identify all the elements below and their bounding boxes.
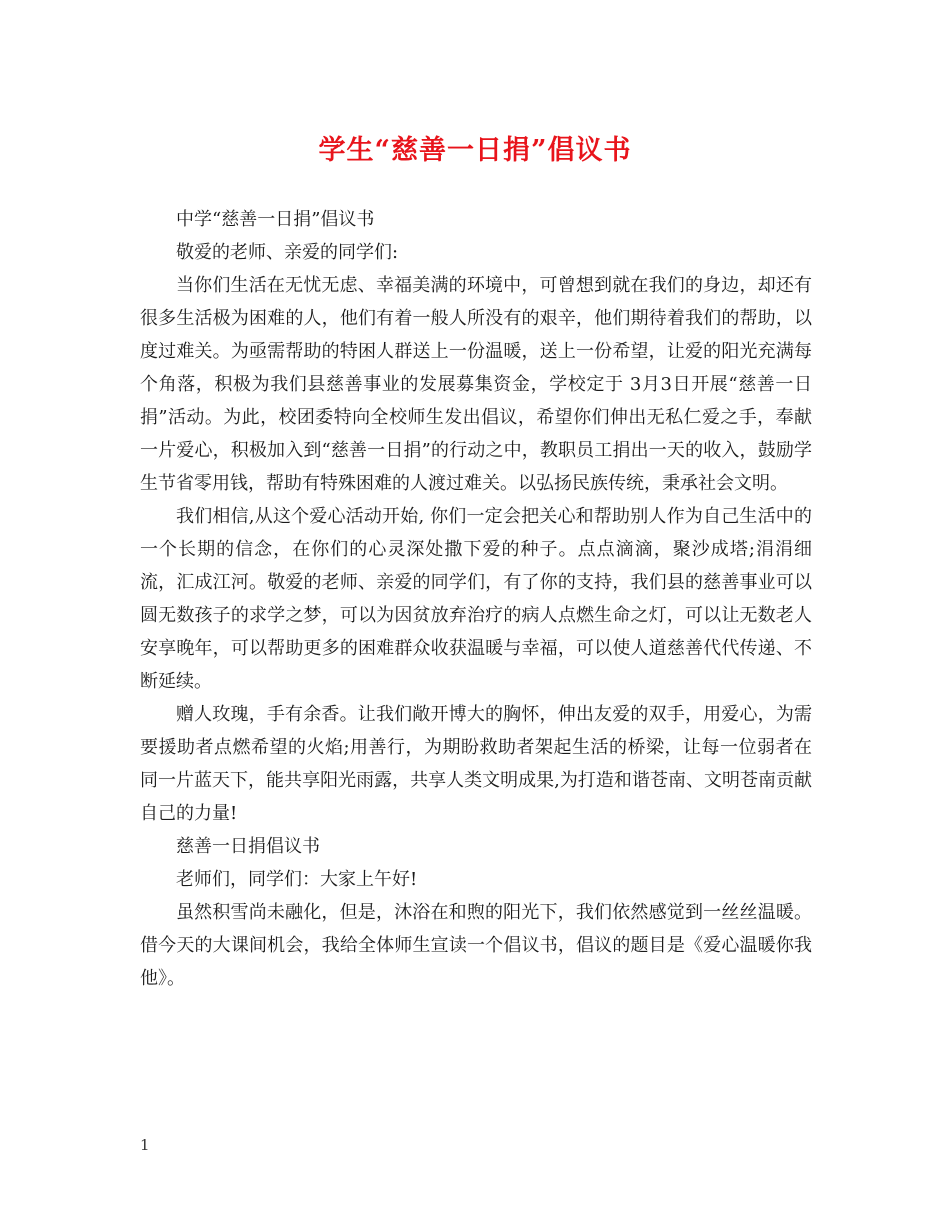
salutation-paragraph: 敬爱的老师、亲爱的同学们:	[176, 242, 399, 263]
page-number: 1	[140, 1136, 150, 1154]
document-body	[140, 203, 812, 995]
body-paragraph: 当你们生活在无忧无虑、幸福美满的环境中，可曾想到就在我们的身边，却还有很多生活极为困难的人，他们有着一般人所没有的艰辛，他们期待着我们的帮助，以度过难关。为亟需帮助的特困人群送上一份温暖，送上一份希望，让爱的阳光充满每个角落，积极为我们县慈善事业的发展募集资金，学校定于 3月3日开展“慈善一日捐”活动。为此，校团委特向全校师生发出倡议，希望你们伸出无私仁爱之手，奉献一片爱心，积极加入到“慈善一日捐”的行动之中，教职员工捐出一天的收入，鼓励学生节省零用钱，帮助有特殊困难的人渡过难关。以弘扬民族传统，秉承社会文明。	[140, 275, 812, 494]
body-paragraph: 虽然积雪尚未融化，但是，沐浴在和煦的阳光下，我们依然感觉到一丝丝温暖。借今天的大课间机会，我给全体师生宣读一个倡议书，倡议的题目是《爱心温暖你我他》。	[140, 902, 812, 989]
body-paragraph: 我们相信,从这个爱心活动开始, 你们一定会把关心和帮助别人作为自己生活中的一个长期的信念，在你们的心灵深处撒下爱的种子。点点滴滴，聚沙成塔;涓涓细流，汇成江河。敬爱的老师、亲爱的同学们，有了你的支持，我们县的慈善事业可以圆无数孩子的求学之梦，可以为因贫放弃治疗的病人点燃生命之灯，可以让无数老人安享晚年，可以帮助更多的困难群众收获温暖与幸福，可以使人道慈善代代传递、不断延续。	[140, 506, 812, 692]
section-heading-paragraph: 慈善一日捐倡议书	[176, 836, 320, 857]
body-paragraph: 赠人玫瑰，手有余香。让我们敞开博大的胸怀，伸出友爱的双手，用爱心，为需要援助者点燃希望的火焰;用善行，为期盼救助者架起生活的桥梁，让每一位弱者在同一片蓝天下，能共享阳光雨露，共享人类文明成果,为打造和谐苍南、文明苍南贡献自己的力量!	[140, 704, 812, 824]
document-title: 学生“慈善一日捐”倡议书	[318, 135, 632, 166]
subtitle-paragraph: 中学“慈善一日捐”倡议书	[176, 209, 375, 230]
greeting-paragraph: 老师们，同学们：大家上午好!	[176, 869, 418, 890]
